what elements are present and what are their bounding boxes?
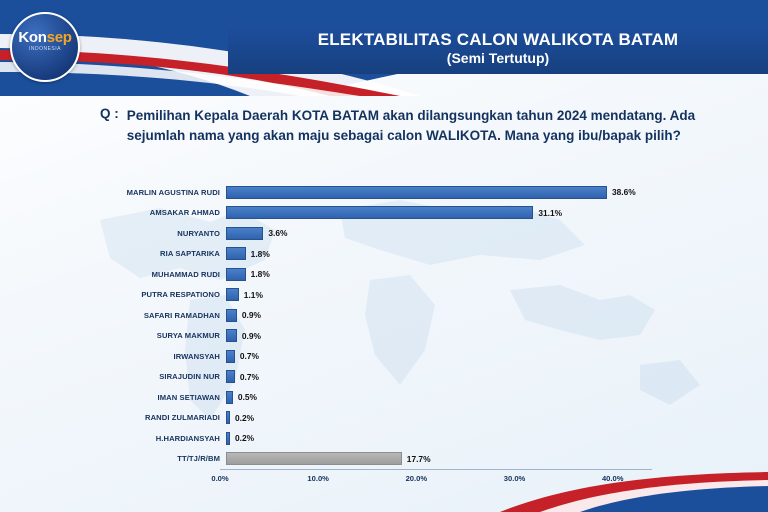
bar-chart xyxy=(92,182,692,502)
bar-row xyxy=(92,244,692,265)
bar-zone xyxy=(226,367,658,388)
bar-row xyxy=(92,264,692,285)
bar-category-label: SAFARI RAMADHAN xyxy=(143,310,220,320)
bar-row xyxy=(92,346,692,367)
bar-zone xyxy=(226,182,658,203)
title-plate xyxy=(228,24,768,74)
page-title: ELEKTABILITAS CALON WALIKOTA BATAM xyxy=(317,30,679,49)
bar-zone xyxy=(226,264,658,285)
bar-category-label: IRWANSYAH xyxy=(173,351,220,361)
x-axis-tick: 30.0% xyxy=(503,474,526,483)
bar-value-label: 0.9% xyxy=(241,310,261,321)
bar-row xyxy=(92,223,692,244)
bar-row xyxy=(92,203,692,224)
bar-zone xyxy=(226,428,658,449)
page-subtitle: (Semi Tertutup) xyxy=(446,49,550,66)
bar-category-label: NURYANTO xyxy=(177,228,220,238)
bar-zone xyxy=(226,305,658,326)
bar-row xyxy=(92,305,692,326)
bar-zone xyxy=(226,408,658,429)
bar-zone xyxy=(226,449,658,470)
bar-category-label: SIRAJUDIN NUR xyxy=(159,372,220,382)
bar-row xyxy=(92,387,692,408)
logo-name-part1: Kon xyxy=(18,29,47,46)
bar-rows xyxy=(92,182,692,469)
bar-category-label: AMSAKAR AHMAD xyxy=(149,208,220,218)
bar-row xyxy=(92,408,692,429)
bar xyxy=(226,432,230,445)
bar-value-label: 3.6% xyxy=(268,228,288,239)
x-axis-tick: 20.0% xyxy=(405,474,428,483)
bar-row xyxy=(92,428,692,449)
bar-value-label: 1.1% xyxy=(243,289,263,300)
logo-name-part2: sep xyxy=(46,29,72,46)
bar-value-label: 0.2% xyxy=(234,433,255,444)
bar-value-label: 0.2% xyxy=(234,412,255,423)
bar-value-label: 0.7% xyxy=(239,371,259,382)
bar-value-label: 31.1% xyxy=(538,207,563,218)
question-block xyxy=(100,106,720,145)
bar-zone xyxy=(226,223,658,244)
bar xyxy=(226,370,235,383)
bar xyxy=(226,186,607,199)
bar-row xyxy=(92,367,692,388)
bar xyxy=(226,288,239,301)
x-axis-tick: 10.0% xyxy=(307,474,329,483)
bar-category-label: SURYA MAKMUR xyxy=(156,331,220,341)
bar-category-label: RIA SAPTARIKA xyxy=(160,249,220,259)
bar-row xyxy=(92,449,692,470)
x-axis xyxy=(211,469,652,490)
bar xyxy=(226,227,263,240)
bar-category-label: MUHAMMAD RUDI xyxy=(151,269,220,279)
logo-tagline: INDONESIA xyxy=(28,46,61,52)
bar-category-label: IMAN SETIAWAN xyxy=(157,392,220,402)
bar xyxy=(226,452,402,465)
x-axis-tick: 0.0% xyxy=(211,474,229,483)
question-text: Pemilihan Kepala Daerah KOTA BATAM akan dilangsungkan tahun 2024 mendatang. Ada sejumlah nama yang akan maju sebagai calon WALIKOTA. Mana yang ibu/bapak pilih? xyxy=(126,108,696,143)
bar-row xyxy=(92,285,692,306)
bar-category-label: MARLIN AGUSTINA RUDI xyxy=(126,187,220,197)
bar-value-label: 1.8% xyxy=(250,269,270,280)
bar-row xyxy=(92,182,692,203)
logo-text xyxy=(16,30,74,45)
logo xyxy=(10,12,106,78)
bar-category-label: RANDI ZULMARIADI xyxy=(145,413,220,423)
bar-row xyxy=(92,326,692,347)
bar xyxy=(226,309,237,322)
bar-category-label: PUTRA RESPATIONO xyxy=(141,290,220,300)
bar-zone xyxy=(226,387,658,408)
bar-value-label: 17.7% xyxy=(406,453,431,464)
bar-zone xyxy=(226,285,658,306)
bar-value-label: 38.6% xyxy=(611,187,636,198)
bar xyxy=(226,329,237,342)
bar xyxy=(226,247,246,260)
bar xyxy=(226,350,235,363)
bar-zone xyxy=(226,203,658,224)
bar-category-label: TT/TJ/R/BM xyxy=(177,454,220,464)
bar-value-label: 0.5% xyxy=(237,392,257,403)
bar-zone xyxy=(226,244,658,265)
bar-value-label: 0.7% xyxy=(239,351,259,362)
bar-value-label: 1.8% xyxy=(250,248,270,259)
x-axis-tick: 40.0% xyxy=(601,474,624,483)
bar-value-label: 0.9% xyxy=(241,330,261,341)
bar xyxy=(226,206,533,219)
bar xyxy=(226,391,233,404)
bar-category-label: H.HARDIANSYAH xyxy=(155,433,220,443)
bar xyxy=(226,268,246,281)
bar xyxy=(226,411,230,424)
bar-zone xyxy=(226,326,658,347)
bar-zone xyxy=(226,346,658,367)
question-label: Q : xyxy=(100,106,119,121)
